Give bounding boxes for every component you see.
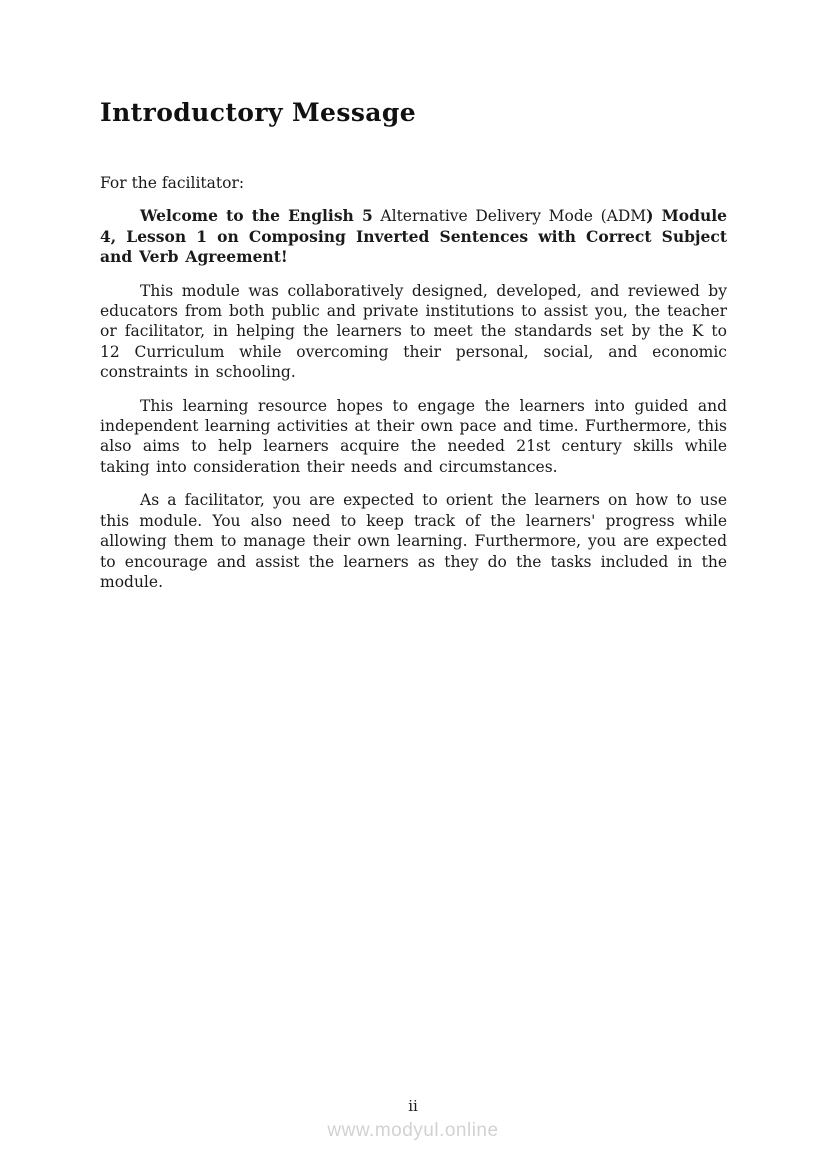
welcome-bold-tail: ) Module 4, Lesson 1 on Composing Inverted Sentences with Correct Subject and Verb Agreement!: [100, 206, 727, 267]
welcome-paragraph: [100, 206, 727, 267]
page-title: Introductory Message: [100, 98, 417, 127]
page-number: ii: [408, 1097, 418, 1115]
page-content: [100, 0, 727, 592]
salutation-line: For the facilitator:: [100, 174, 245, 192]
welcome-regular-middle: Alternative Delivery Mode (ADM: [372, 207, 647, 226]
body-paragraph-2: This learning resource hopes to engage the learners into guided and independent learning activities at their own pace and time. Furthermore, this also aims to help learners acquire the needed 21st century skills while taking into consideration their needs and circumstances.: [100, 396, 728, 476]
body-paragraph-3: As a facilitator, you are expected to orient the learners on how to use this module. You also need to keep track of the learners' progress while allowing them to manage their own learning. Furthermore, you are expected to encourage and assist the learners as they do the tasks included in the module.: [100, 491, 727, 591]
body-paragraph-1: This module was collaboratively designed, developed, and reviewed by educators from both public and private institutions to assist you, the teacher or facilitator, in helping the learners to meet the standards set by the K to 12 Curriculum while overcoming their personal, social, and economic constraints in schooling.: [100, 281, 727, 382]
welcome-bold-lead: Welcome to the English 5: [140, 206, 373, 226]
watermark-text: www.modyul.online: [327, 1120, 499, 1141]
